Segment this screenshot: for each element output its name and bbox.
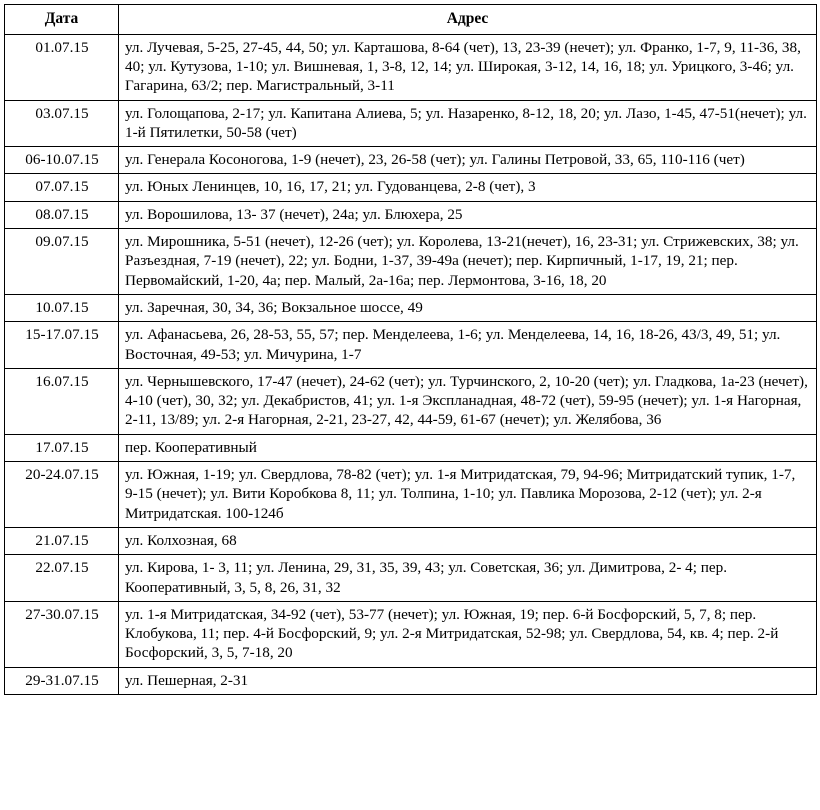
- cell-address: ул. Голощапова, 2-17; ул. Капитана Алиева, 5; ул. Назаренко, 8-12, 18, 20; ул. Лазо, 1-45, 47-51(нечет); ул. 1-й Пятилетки, 50-58 (чет): [119, 100, 817, 147]
- table-row: [5, 294, 817, 321]
- table-body: [5, 34, 817, 694]
- cell-date: 22.07.15: [5, 555, 119, 602]
- cell-address: ул. Пешерная, 2-31: [119, 667, 817, 694]
- cell-address: ул. Ворошилова, 13- 37 (нечет), 24а; ул. Блюхера, 25: [119, 201, 817, 228]
- table-row: [5, 34, 817, 100]
- table-row: [5, 555, 817, 602]
- table-row: [5, 601, 817, 667]
- table-row: [5, 147, 817, 174]
- cell-date: 20-24.07.15: [5, 462, 119, 528]
- cell-address: ул. Юных Ленинцев, 10, 16, 17, 21; ул. Гудованцева, 2-8 (чет), 3: [119, 174, 817, 201]
- table-row: [5, 462, 817, 528]
- cell-address: ул. Чернышевского, 17-47 (нечет), 24-62 (чет); ул. Турчинского, 2, 10-20 (чет); ул. Гладкова, 1а-23 (нечет), 4-10 (чет), 30, 32; ул. Декабристов, 41; ул. 1-я Экспланадная, 48-72 (чет), 59-95 (нечет); ул. 1-я Нагорная, 2-11, 13/89; ул. 2-я Нагорная, 2-21, 23-27, 42, 44-59, 61-67 (нечет); ул. Желябова, 36: [119, 368, 817, 434]
- cell-date: 06-10.07.15: [5, 147, 119, 174]
- cell-date: 16.07.15: [5, 368, 119, 434]
- table-row: [5, 527, 817, 554]
- column-header-date: Дата: [5, 5, 119, 35]
- table-row: [5, 667, 817, 694]
- schedule-table: [4, 4, 817, 695]
- cell-address: ул. Кирова, 1- 3, 11; ул. Ленина, 29, 31, 35, 39, 43; ул. Советская, 36; ул. Димитрова, 2- 4; пер. Кооперативный, 3, 5, 8, 26, 31, 32: [119, 555, 817, 602]
- cell-address: ул. Колхозная, 68: [119, 527, 817, 554]
- column-header-address: Адрес: [119, 5, 817, 35]
- cell-address: ул. 1-я Митридатская, 34-92 (чет), 53-77 (нечет); ул. Южная, 19; пер. 6-й Босфорский, 5, 7, 8; пер. Клобукова, 11; пер. 4-й Босфорский, 9; ул. 2-я Митридатская, 52-98; ул. Свердлова, 54, кв. 4; пер. 2-й Босфорский, 3, 5, 7-18, 20: [119, 601, 817, 667]
- table-row: [5, 100, 817, 147]
- table-row: [5, 201, 817, 228]
- cell-date: 08.07.15: [5, 201, 119, 228]
- table-row: [5, 229, 817, 295]
- cell-address: ул. Афанасьева, 26, 28-53, 55, 57; пер. Менделеева, 1-6; ул. Менделеева, 14, 16, 18-26, 43/3, 49, 51; ул. Восточная, 49-53; ул. Мичурина, 1-7: [119, 322, 817, 369]
- table-header-row: [5, 5, 817, 35]
- cell-address: ул. Генерала Косоногова, 1-9 (нечет), 23, 26-58 (чет); ул. Галины Петровой, 33, 65, 110-116 (чет): [119, 147, 817, 174]
- table-row: [5, 174, 817, 201]
- cell-address: ул. Мирошника, 5-51 (нечет), 12-26 (чет); ул. Королева, 13-21(нечет), 16, 23-31; ул. Стрижевских, 38; ул. Разъездная, 7-19 (нечет), 22; ул. Бодни, 1-37, 39-49а (нечет); пер. Кирпичный, 1-17, 19, 21; пер. Первомайский, 1-20, 4а; пер. Малый, 2а-16а; пер. Лермонтова, 3-16, 18, 20: [119, 229, 817, 295]
- cell-date: 09.07.15: [5, 229, 119, 295]
- table-row: [5, 368, 817, 434]
- cell-date: 10.07.15: [5, 294, 119, 321]
- table-row: [5, 434, 817, 461]
- cell-address: ул. Южная, 1-19; ул. Свердлова, 78-82 (чет); ул. 1-я Митридатская, 79, 94-96; Митридатский тупик, 1-7, 9-15 (нечет); ул. Вити Коробкова 8, 11; ул. Толпина, 1-10; ул. Павлика Морозова, 2-12 (чет); ул. 2-я Митридатская. 100-124б: [119, 462, 817, 528]
- cell-date: 29-31.07.15: [5, 667, 119, 694]
- cell-date: 01.07.15: [5, 34, 119, 100]
- cell-date: 07.07.15: [5, 174, 119, 201]
- cell-address: пер. Кооперативный: [119, 434, 817, 461]
- cell-date: 17.07.15: [5, 434, 119, 461]
- cell-date: 21.07.15: [5, 527, 119, 554]
- cell-address: ул. Лучевая, 5-25, 27-45, 44, 50; ул. Карташова, 8-64 (чет), 13, 23-39 (нечет); ул. Франко, 1-7, 9, 11-36, 38, 40; ул. Кутузова, 1-10; ул. Вишневая, 1, 3-8, 12, 14; ул. Широкая, 3-12, 14, 16, 18; ул. Урицкого, 3-46; ул. Гагарина, 63/2; пер. Магистральный, 3-11: [119, 34, 817, 100]
- cell-date: 03.07.15: [5, 100, 119, 147]
- cell-date: 27-30.07.15: [5, 601, 119, 667]
- cell-date: 15-17.07.15: [5, 322, 119, 369]
- cell-address: ул. Заречная, 30, 34, 36; Вокзальное шоссе, 49: [119, 294, 817, 321]
- table-row: [5, 322, 817, 369]
